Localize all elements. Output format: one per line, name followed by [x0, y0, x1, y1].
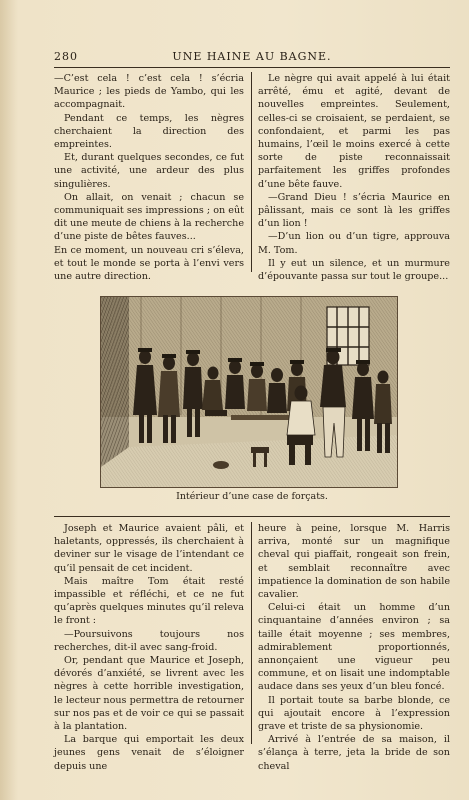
figure-caption: Intérieur d’une case de forçats.: [176, 491, 328, 502]
paragraph: Il y eut un silence, et un murmure d’épouvante passa sur tout le groupe...: [258, 257, 450, 283]
running-title: UNE HAINE AU BAGNE.: [172, 50, 332, 63]
paragraph: —Poursuivons toujours nos recherches, dit-il avec sang-froid.: [54, 628, 244, 653]
paragraph: La barque qui emportait les deux jeunes gens venait de s’éloigner depuis une: [54, 734, 244, 772]
paragraph: Pendant ce temps, les nègres cherchaient la direction des empreintes.: [54, 112, 244, 151]
paragraph: Arrivé à l’entrée de sa maison, il s’élança à terre, jeta la bride de son cheval: [258, 734, 450, 772]
bottom-right-column: [258, 522, 450, 773]
convicts-hut-engraving: [101, 297, 397, 487]
column-divider: [251, 522, 252, 744]
paragraph: Et, durant quelques secondes, ce fut une activité, une ardeur des plus singulières.: [54, 152, 244, 190]
paragraph: heure à peine, lorsque M. Harris arriva, monté sur un magnifique cheval qui piaffait, rongeait son frein, et semblait reconnaître avec impatience la domination de son habile cavalier.: [258, 523, 450, 601]
section-rule: [54, 516, 450, 517]
paragraph: Mais maître Tom était resté impassible et réfléchi, et ce ne fut qu’après quelques minutes qu’il releva le front :: [54, 575, 244, 627]
page-header: [54, 50, 450, 66]
page-number: 280: [54, 50, 78, 63]
top-left-column: [54, 72, 244, 283]
paragraph: Il portait toute sa barbe blonde, ce qui ajoutait encore à l’expression grave et triste de sa physionomie.: [258, 694, 450, 733]
paragraph: —D’un lion ou d’un tigre, approuva M. Tom.: [258, 231, 450, 256]
paragraph: Or, pendant que Maurice et Joseph, dévorés d’anxiété, se livrent avec les nègres à cette horrible investigation, le lecteur nous permettra de retourner sur nos pas et de voir ce qui se passait à la plantation.: [54, 655, 244, 733]
header-rule: [54, 67, 450, 68]
top-right-column: [258, 72, 450, 283]
paragraph: —C’est cela ! c’est cela ! s’écria Maurice ; les pieds de Yambo, qui les accompagnait.: [54, 73, 244, 111]
paragraph: Le nègre qui avait appelé à lui était arrêté, ému et agité, devant de nouvelles empreintes. Seulement, celles-ci se croisaient, se perdaient, se confondaient, et parmi les pas humains, l’œil le moins exercé à cette sorte de piste reconnaissait parfaitement les griffes profondes d’une bête fauve.: [258, 73, 450, 190]
paragraph: Celui-ci était un homme d’un cinquantaine d’années environ ; sa taille était moyenne ; ses membres, admirablement proportionnés, annonçaient une vigueur peu commune, et on lisait une indomptable audace dans ses yeux d’un bleu foncé.: [258, 602, 450, 693]
paragraph: En ce moment, un nouveau cri s’éleva, et tout le monde se porta à l’envi vers une autre direction.: [54, 244, 244, 283]
paragraph: —Grand Dieu ! s’écria Maurice en pâlissant, mais ce sont là les griffes d’un lion !: [258, 191, 450, 230]
column-divider: [251, 72, 252, 272]
paragraph: Joseph et Maurice avaient pâli, et haletants, oppressés, ils cherchaient à deviner sur le visage de l’intendant ce qu’il pensait de cet incident.: [54, 523, 244, 574]
bottom-left-column: [54, 522, 244, 773]
engraving-illustration: [100, 296, 398, 488]
paragraph: On allait, on venait ; chacun se communiquait ses impressions ; on eût dit une meute de chiens à la recherche d’une piste de bêtes fauves...: [54, 191, 244, 243]
